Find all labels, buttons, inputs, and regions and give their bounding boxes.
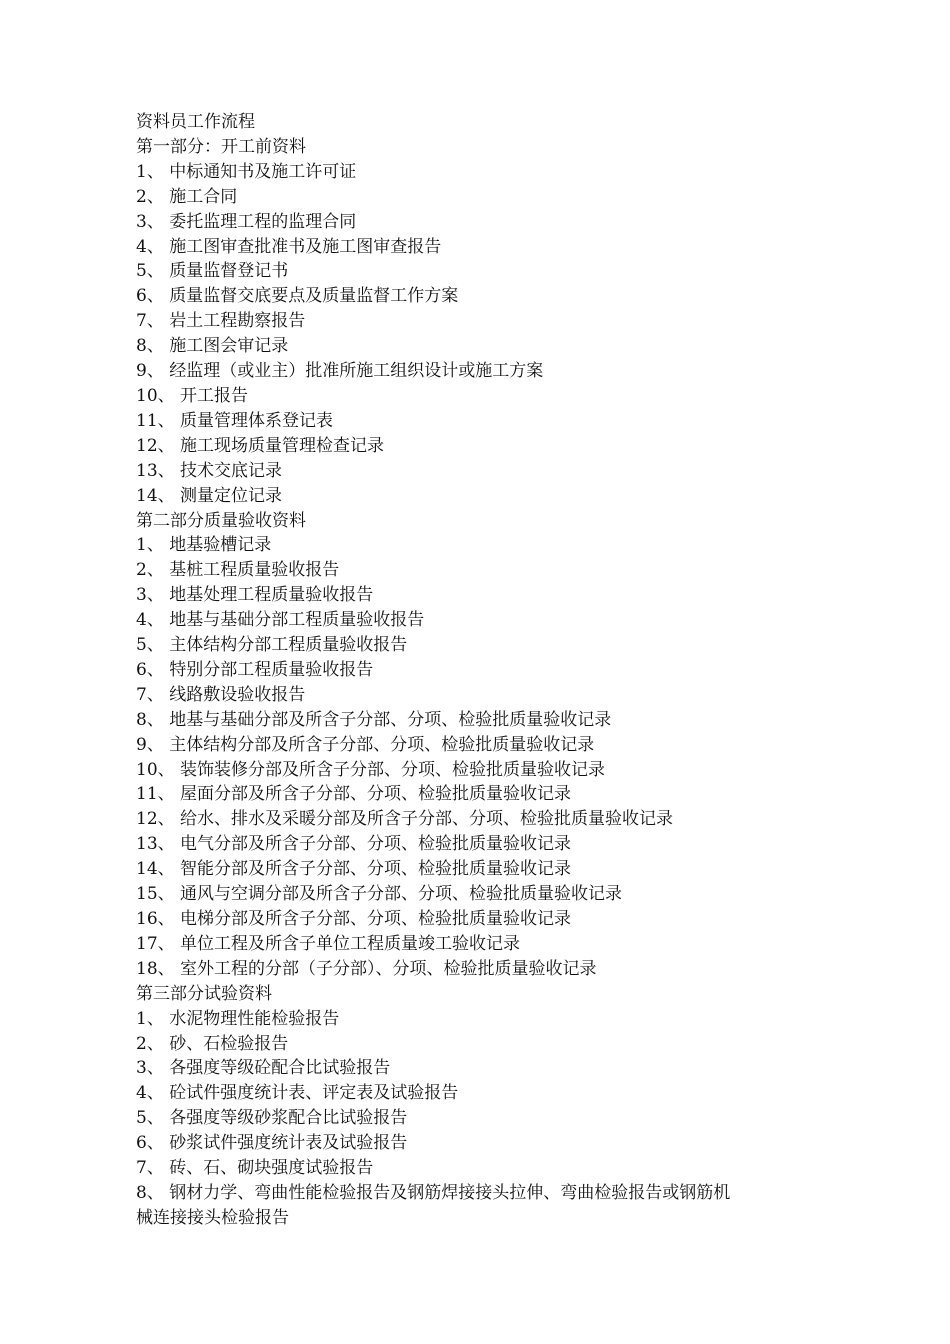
list-item: 7、 岩土工程勘察报告 xyxy=(136,311,306,332)
list-item: 10、 开工报告 xyxy=(136,385,249,406)
list-item: 4、 砼试件强度统计表、评定表及试验报告 xyxy=(136,1083,459,1104)
list-item: 2、 砂、石检验报告 xyxy=(136,1033,289,1054)
list-item: 9、 主体结构分部及所含子分部、分项、检验批质量验收记录 xyxy=(136,734,595,755)
list-item: 4、 施工图审查批准书及施工图审查报告 xyxy=(136,236,442,257)
document-page xyxy=(136,110,826,1231)
list-item: 5、 各强度等级砂浆配合比试验报告 xyxy=(136,1108,408,1129)
section-heading: 第一部分：开工前资料 xyxy=(136,136,306,157)
document-title: 资料员工作流程 xyxy=(136,112,255,132)
list-item: 17、 单位工程及所含子单位工程质量竣工验收记录 xyxy=(136,933,521,954)
list-item: 6、 质量监督交底要点及质量监督工作方案 xyxy=(136,286,459,307)
list-item: 13、 电气分部及所含子分部、分项、检验批质量验收记录 xyxy=(136,834,572,855)
list-item: 3、 地基处理工程质量验收报告 xyxy=(136,585,374,606)
list-item: 14、 测量定位记录 xyxy=(136,485,283,506)
list-item: 2、 基桩工程质量验收报告 xyxy=(136,560,340,581)
list-item: 4、 地基与基础分部工程质量验收报告 xyxy=(136,610,425,631)
list-item: 8、 钢材力学、弯曲性能检验报告及钢筋焊接接头拉伸、弯曲检验报告或钢筋机 xyxy=(136,1182,731,1203)
list-item: 8、 施工图会审记录 xyxy=(136,336,289,357)
section-heading: 第三部分试验资料 xyxy=(136,983,272,1004)
list-item: 11、 质量管理体系登记表 xyxy=(136,410,334,431)
list-item: 18、 室外工程的分部（子分部）、分项、检验批质量验收记录 xyxy=(136,958,597,979)
list-item: 11、 屋面分部及所含子分部、分项、检验批质量验收记录 xyxy=(136,784,572,805)
list-item: 8、 地基与基础分部及所含子分部、分项、检验批质量验收记录 xyxy=(136,709,612,730)
list-item: 13、 技术交底记录 xyxy=(136,460,283,481)
list-item: 9、 经监理（或业主）批准所施工组织设计或施工方案 xyxy=(136,361,544,382)
list-item: 14、 智能分部及所含子分部、分项、检验批质量验收记录 xyxy=(136,859,572,880)
list-item: 12、 给水、排水及采暖分部及所含子分部、分项、检验批质量验收记录 xyxy=(136,809,674,830)
section-3 xyxy=(136,982,826,1231)
list-item: 1、 水泥物理性能检验报告 xyxy=(136,1008,340,1029)
list-item: 15、 通风与空调分部及所含子分部、分项、检验批质量验收记录 xyxy=(136,884,623,905)
list-item: 16、 电梯分部及所含子分部、分项、检验批质量验收记录 xyxy=(136,909,572,929)
section-1 xyxy=(136,135,826,509)
list-item: 1、 中标通知书及施工许可证 xyxy=(136,161,357,182)
list-item: 6、 砂浆试件强度统计表及试验报告 xyxy=(136,1133,408,1154)
list-item: 7、 线路敷设验收报告 xyxy=(136,684,306,705)
list-item: 10、 装饰装修分部及所含子分部、分项、检验批质量验收记录 xyxy=(136,759,606,780)
list-item: 7、 砖、石、砌块强度试验报告 xyxy=(136,1158,374,1179)
list-item: 1、 地基验槽记录 xyxy=(136,535,272,556)
list-item: 6、 特别分部工程质量验收报告 xyxy=(136,659,374,680)
section-2 xyxy=(136,509,826,982)
section-heading: 第二部分质量验收资料 xyxy=(136,510,306,531)
list-item: 3、 各强度等级砼配合比试验报告 xyxy=(136,1058,391,1079)
list-item-continuation: 械连接接头检验报告 xyxy=(136,1207,289,1228)
list-item: 2、 施工合同 xyxy=(136,186,238,207)
list-item: 5、 主体结构分部工程质量验收报告 xyxy=(136,635,408,656)
list-item: 12、 施工现场质量管理检查记录 xyxy=(136,435,385,456)
list-item: 5、 质量监督登记书 xyxy=(136,261,289,282)
list-item: 3、 委托监理工程的监理合同 xyxy=(136,211,357,232)
